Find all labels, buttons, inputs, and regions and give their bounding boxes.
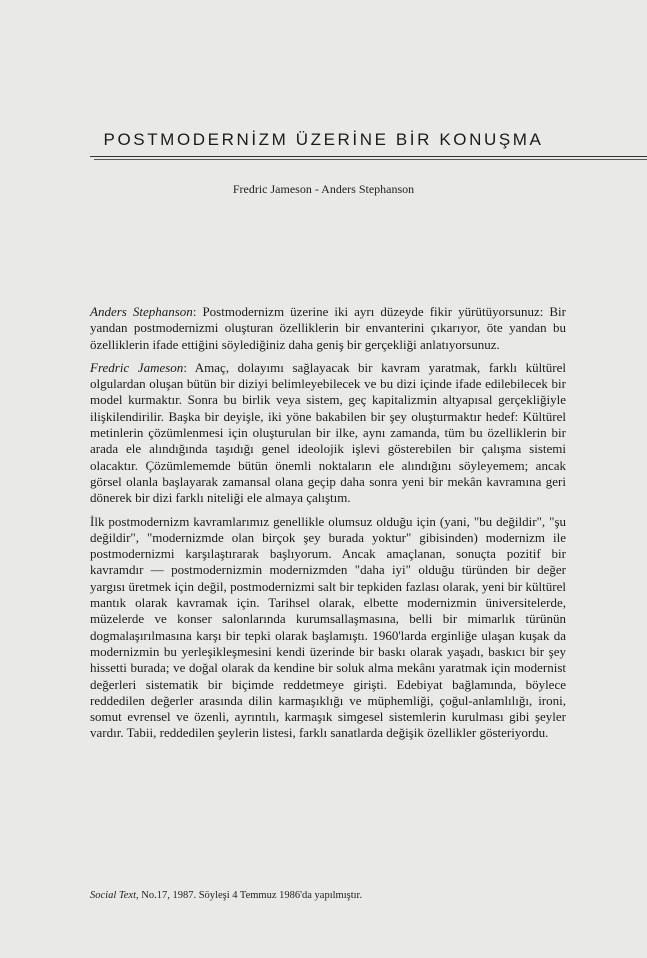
speaker-name: Fredric Jameson [90, 359, 184, 375]
paragraph-1 [90, 304, 566, 353]
article-body [90, 304, 566, 749]
footnote-text: , No.17, 1987. Söyleşi 4 Temmuz 1986'da yapılmıştır. [135, 890, 363, 901]
paragraph-text: : Postmodernizm üzerine iki ayrı düzeyde fikir yürütüyorsunuz: Bir yandan postmodernizmi oluşturan özelliklerin bir envanterini çıkarıyor, öte yandan bu özelliklerin ifade ettiğini söylediğiniz daha geniş bir gerçekliği anlatıyorsunuz. [90, 304, 566, 352]
footnote-journal: Social Text [90, 890, 136, 901]
paragraph-text: : Amaç, dolayımı sağlayacak bir kavram yaratmak, farklı kültürel olgulardan oluşan bütün bir diziyi belimleyebilecek ve bu dizi içinde ifade edilebilecek bir model kurmaktır. Sonra bu birlik veya sistem, geç kapitalizmin altyapısal gerçekliğiyle ilişkilendirilir. Başka bir deyişle, iki yöne bakabilen bir şey oluşturmaktır hedef: Kültürel metinlerin çözümlenmesi için oluşturulan bir ilke, aynı zamanda, tüm bu özelliklerin bir arada ele alındığında taşıdığı genel ideolojik işlevi gösterebilen bir çalışma sistemi olacaktır. Çözümlememde bütün önemli noktaların ele alındığını söyleyemem; ancak görsel olanla başlayarak zamansal olana geçip daha sonra yeni bir mekân kavramına geri dönerek bir dizi farklı niteliği ele almaya çalıştım. [90, 359, 567, 506]
title-rule [90, 156, 647, 157]
paragraph-2 [90, 360, 566, 507]
article-title: POSTMODERNİZM ÜZERİNE BİR KONUŞMA [103, 130, 544, 149]
article-authors: Fredric Jameson - Anders Stephanson [232, 182, 415, 196]
speaker-name: Anders Stephanson [90, 304, 193, 319]
footnote [90, 890, 566, 901]
paragraph-text: İlk postmodernizm kavramlarımız genellikle olumsuz olduğu için (yani, "bu değildir", "şu değildir", "modernizmde olan birçok şey burada yoktur" gibisinden) modernizm ile postmodernizmi karşılaştırarak başlıyorum. Ancak amaçlanan, sonuçta pozitif bir kavramdır — postmodernizmin modernizmden "daha iyi" olduğu türünden bir değer yargısı üretmek için değil, postmodernizmi salt bir tepkiden fazlası olarak, yeni bir kültürel mantık olarak kavramak için. Tarihsel olarak, elbette modernizmin üniversitelerde, müzelerde ve konser salonlarında kurumsallaşmasına, belli bir mimarlık türünün dogmalaşırılmasına karşı bir tepki olarak başlamıştı. 1960'larda erginliğe ulaşan kuşak da modernizmin bu yerleşikleşmesini kendi üzerinde bir baskı olarak yaşadı, baskıcı bir şey hissetti burada; ve doğal olarak da kendine bir soluk alma mekânı yaratmak için modernist değerleri sistematik bir biçimde reddetmeye girişti. Edebiyat bağlamında, böylece reddedilen değerler arasında dilin karmaşıklığı ve müphemliği, çoğul-anlamlılığı, ironi, somut evrensel ve özenli, ayrıntılı, karmaşık simgesel sistemlerin kurulması gibi şeyler vardır. Tabii, reddedilen şeylerin listesi, farklı sanatlarda değişik özellikler gösteriyordu. [90, 513, 566, 741]
paragraph-3 [90, 514, 566, 742]
title-rule-thin [94, 159, 647, 160]
